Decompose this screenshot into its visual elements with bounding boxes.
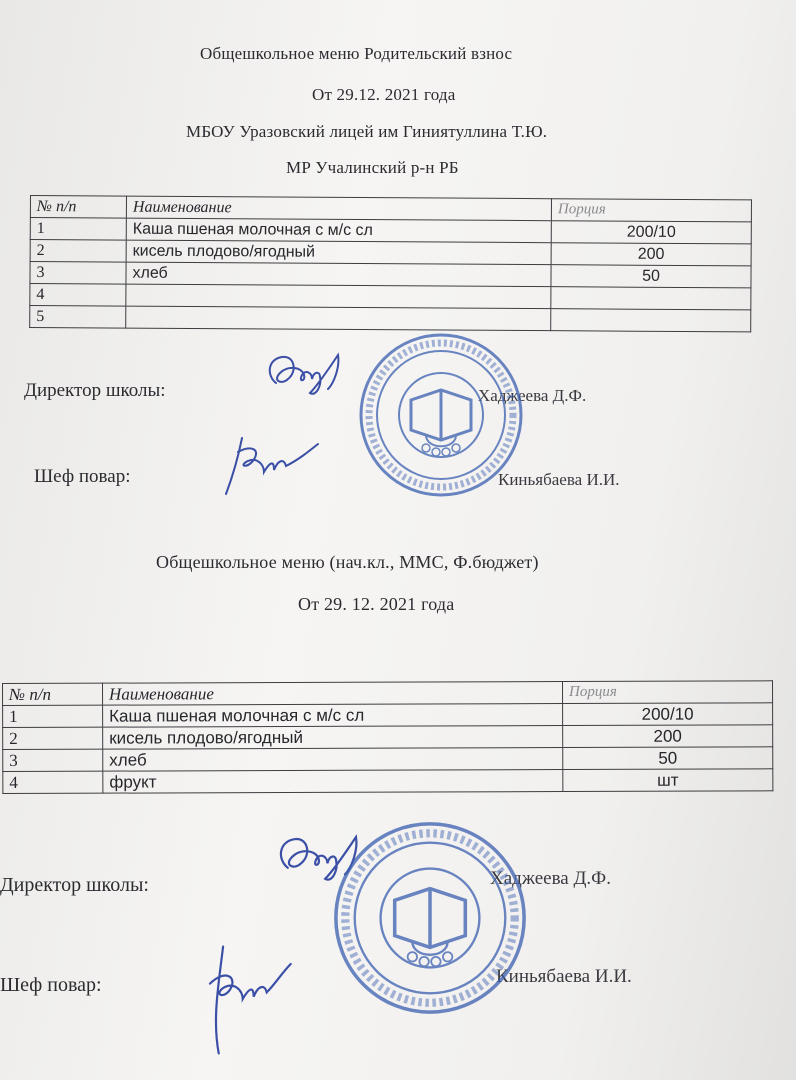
column-header-name: Наименование [126, 196, 551, 221]
row-name: Каша пшеная молочная с м/с сл [103, 704, 563, 728]
table-row [3, 747, 773, 772]
row-portion [551, 309, 751, 332]
row-num: 3 [30, 262, 126, 285]
row-portion: 200/10 [563, 703, 773, 726]
row-num: 1 [30, 218, 126, 241]
row-name: кисель плодово/ягодный [126, 240, 551, 265]
menu1-district: МР Учалинский р-н РБ [286, 158, 459, 177]
row-num: 5 [30, 306, 126, 329]
chef-signature-icon [186, 940, 306, 1060]
row-portion: 200/10 [551, 221, 751, 244]
row-portion: 200 [563, 725, 773, 748]
row-name: фрукт [103, 770, 563, 794]
row-name: хлеб [126, 262, 551, 287]
row-num: 2 [30, 240, 126, 263]
row-portion: 50 [563, 747, 773, 770]
menu2-chef-label: Шеф повар: [0, 974, 102, 996]
menu1-table [29, 195, 752, 332]
menu1-school: МБОУ Уразовский лицей им Гиниятуллина Т.Ю. [186, 122, 548, 141]
menu1-director-label: Директор школы: [24, 380, 166, 401]
menu2-title: Общешкольное меню (нач.кл., ММС, Ф.бюджет) [156, 552, 539, 572]
menu1-title: Общешкольное меню Родительский взнос [200, 44, 513, 63]
menu2-director-name: Хаджеева Д.Ф. [490, 868, 611, 889]
table-row [3, 725, 773, 750]
row-name [126, 306, 551, 331]
row-name [126, 284, 551, 309]
school-seal-icon [330, 818, 530, 1018]
menu1-date: От 29.12. 2021 года [312, 85, 456, 104]
row-name: кисель плодово/ягодный [103, 726, 563, 750]
row-num: 2 [3, 727, 103, 749]
menu2-chef-name: Киньябаева И.И. [496, 966, 632, 987]
menu2-table [2, 680, 773, 794]
row-portion [551, 287, 751, 310]
table-row [3, 769, 773, 794]
director-signature-icon [258, 345, 358, 405]
row-name: Каша пшеная молочная с м/с сл [126, 218, 551, 243]
menu1-chef-name: Киньябаева И.И. [498, 470, 620, 489]
row-portion: шт [563, 769, 773, 792]
chef-signature-icon [212, 430, 322, 500]
school-seal-icon [356, 330, 526, 500]
row-num: 1 [3, 705, 103, 727]
row-num: 4 [3, 771, 103, 793]
column-header-portion: Порция [562, 681, 772, 704]
row-portion: 50 [551, 265, 751, 288]
row-num: 4 [30, 284, 126, 307]
row-name: хлеб [103, 748, 563, 772]
table-row [30, 306, 751, 332]
row-num: 3 [3, 749, 103, 771]
menu2-director-label: Директор школы: [0, 874, 149, 896]
column-header-portion: Порция [551, 199, 751, 222]
row-portion: 200 [551, 243, 751, 266]
menu2-date: От 29. 12. 2021 года [298, 594, 455, 614]
menu1-chef-label: Шеф повар: [34, 466, 131, 487]
menu1-director-name: Хаджеева Д.Ф. [478, 386, 587, 405]
table-header-row [3, 681, 773, 706]
column-header-num: № п/п [3, 683, 103, 705]
column-header-num: № п/п [30, 196, 126, 219]
column-header-name: Наименование [103, 682, 563, 706]
table-row [3, 703, 773, 728]
